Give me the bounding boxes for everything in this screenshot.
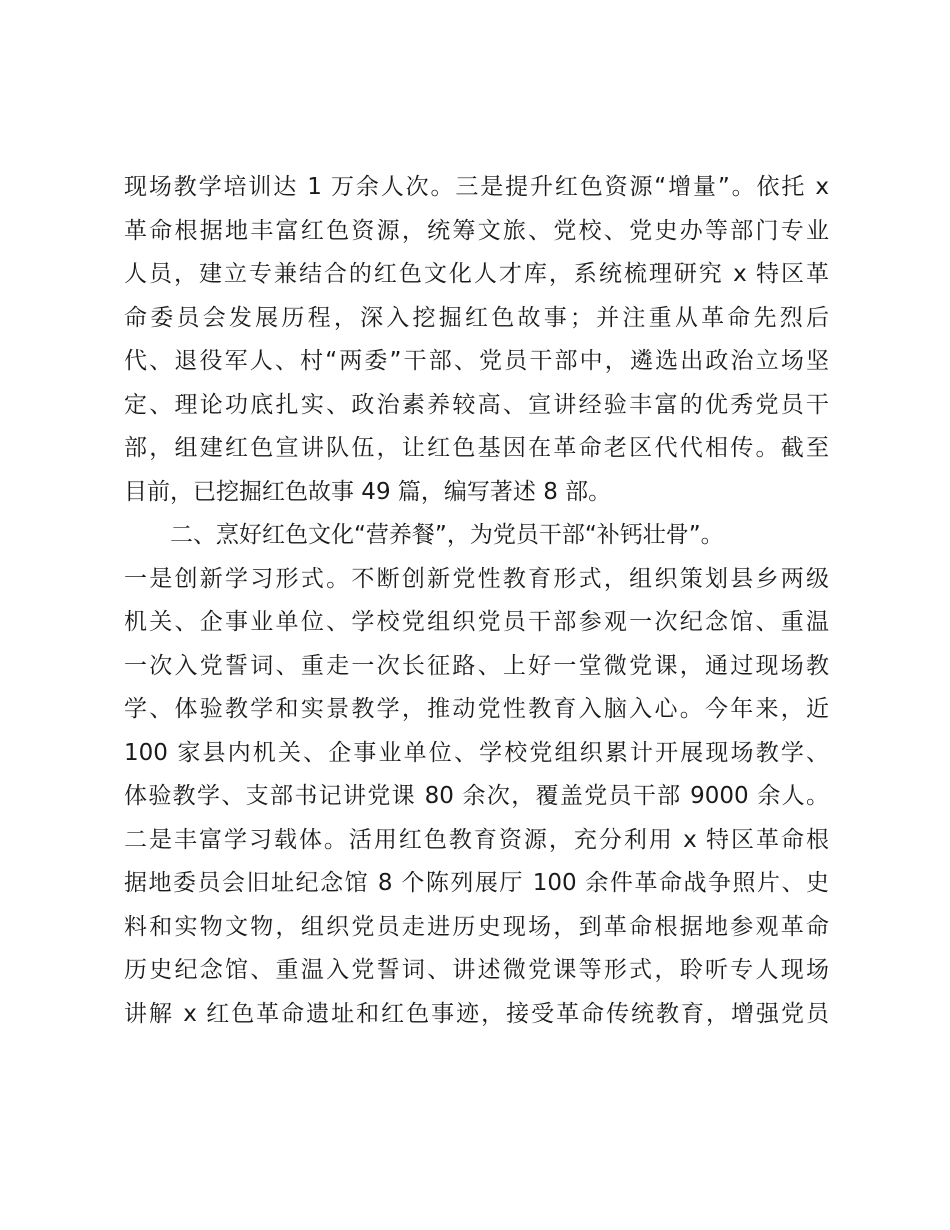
text-line: 二是丰富学习载体。活用红色教育资源，充分利用 x 特区革命根 — [124, 826, 829, 853]
text-line: 体验教学、支部书记讲党课 80 余次，覆盖党员干部 9000 余人。 — [124, 783, 829, 809]
body-text — [124, 166, 829, 1036]
text-line: 部，组建红色宣讲队伍，让红色基因在革命老区代代相传。截至 — [124, 435, 829, 461]
text-line: 目前，已挖掘红色故事 49 篇，编写著述 8 部。 — [124, 478, 612, 505]
text-line: 人员，建立专兼结合的红色文化人才库，系统梳理研究 x 特区革 — [124, 261, 829, 287]
text-line: 命委员会发展历程，深入挖掘红色故事；并注重从革命先烈后 — [124, 304, 829, 331]
text-line: 现场教学培训达 1 万余人次。三是提升红色资源“增量”。依托 x — [124, 174, 829, 200]
text-line: 100 家县内机关、企事业单位、学校党组织累计开展现场教学、 — [124, 739, 829, 766]
text-line: 机关、企事业单位、学校党组织党员干部参观一次纪念馆、重温 — [124, 609, 829, 635]
section-heading: 二、烹好红色文化“营养餐”，为党员干部“补钙壮骨”。 — [170, 522, 724, 548]
text-line: 定、理论功底扎实、政治素养较高、宣讲经验丰富的优秀党员干 — [124, 391, 829, 418]
text-line: 讲解 x 红色革命遗址和红色事迹，接受革命传统教育，增强党员 — [124, 1000, 829, 1027]
text-line: 革命根据地丰富红色资源，统筹文旅、党校、党史办等部门专业 — [124, 217, 829, 244]
text-line: 一是创新学习形式。不断创新党性教育形式，组织策划县乡两级 — [124, 565, 829, 592]
text-line: 据地委员会旧址纪念馆 8 个陈列展厅 100 余件革命战争照片、史 — [124, 870, 829, 896]
text-line: 学、体验教学和实景教学，推动党性教育入脑入心。今年来，近 — [124, 696, 829, 722]
text-line: 料和实物文物，组织党员走进历史现场，到革命根据地参观革命 — [124, 913, 829, 940]
text-line: 一次入党誓词、重走一次长征路、上好一堂微党课，通过现场教 — [124, 652, 829, 679]
text-line: 代、退役军人、村“两委”干部、党员干部中，遴选出政治立场坚 — [124, 348, 829, 374]
text-line: 历史纪念馆、重温入党誓词、讲述微党课等形式，聆听专人现场 — [124, 957, 829, 983]
